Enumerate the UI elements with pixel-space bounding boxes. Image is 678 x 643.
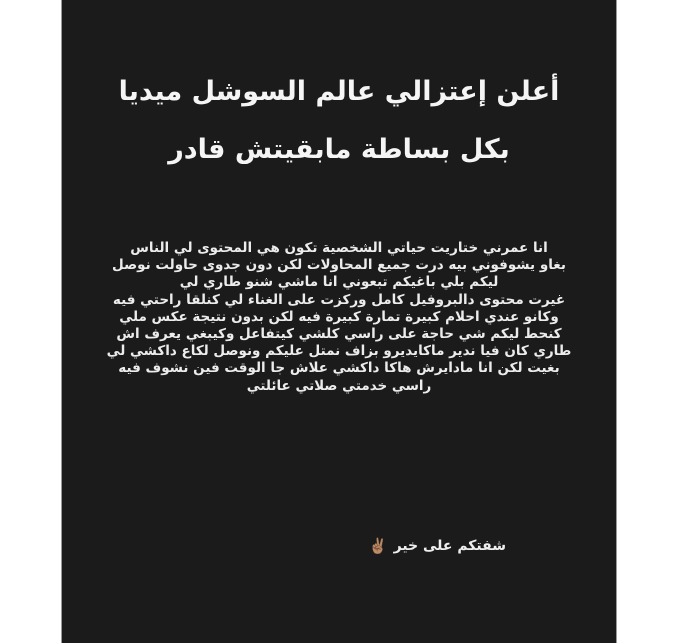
body-line: ليكم بلي باغيكم تبعوني انا ماشي شنو طاري لي bbox=[179, 274, 499, 291]
body-line: انا عمرني ختاريت حياتي الشخصية تكون هي المحتوى لي الناس bbox=[130, 240, 548, 256]
headline-line-2: بكل بساطة مابقيتش قادر bbox=[168, 134, 510, 165]
body-line: طاري كان فيا ندير ماكايديرو بزاف نمتل عليكم ونوصل لكاع داكشي لي bbox=[106, 343, 572, 360]
body-line: بغاو يشوفوني بيه درت جميع المحاولات لكن دون جدوى حاولت نوصل bbox=[112, 257, 566, 274]
body-line: راسي خدمتي صلاتي عائلتي bbox=[246, 377, 432, 394]
body-line: كنحط ليكم شي حاجة على راسي كلشي كيتفاعل وكيبغي يعرف اش bbox=[116, 326, 562, 343]
signoff-text: شفتكم على خير bbox=[393, 538, 506, 554]
body-line: غيرت محتوى دالبروفيل كامل وركزت على الغناء لي كنلقا راحتي فيه bbox=[112, 291, 566, 308]
headline-line-1: أعلن إعتزالي عالم السوشل ميديا bbox=[118, 76, 560, 107]
body-line: بغيت لكن انا مادايرش هاكا داكشي علاش جا الوقت فين نشوف فيه bbox=[118, 360, 560, 377]
story-body bbox=[62, 240, 616, 395]
victory-hand-icon: ✌🏽 bbox=[368, 536, 388, 555]
story-panel bbox=[61, 0, 617, 643]
body-line: وكانو عندي احلام كبيرة تمارة كبيرة فيه لكن بدون نتيجة عكس ملي bbox=[119, 308, 559, 325]
signoff bbox=[369, 538, 506, 554]
